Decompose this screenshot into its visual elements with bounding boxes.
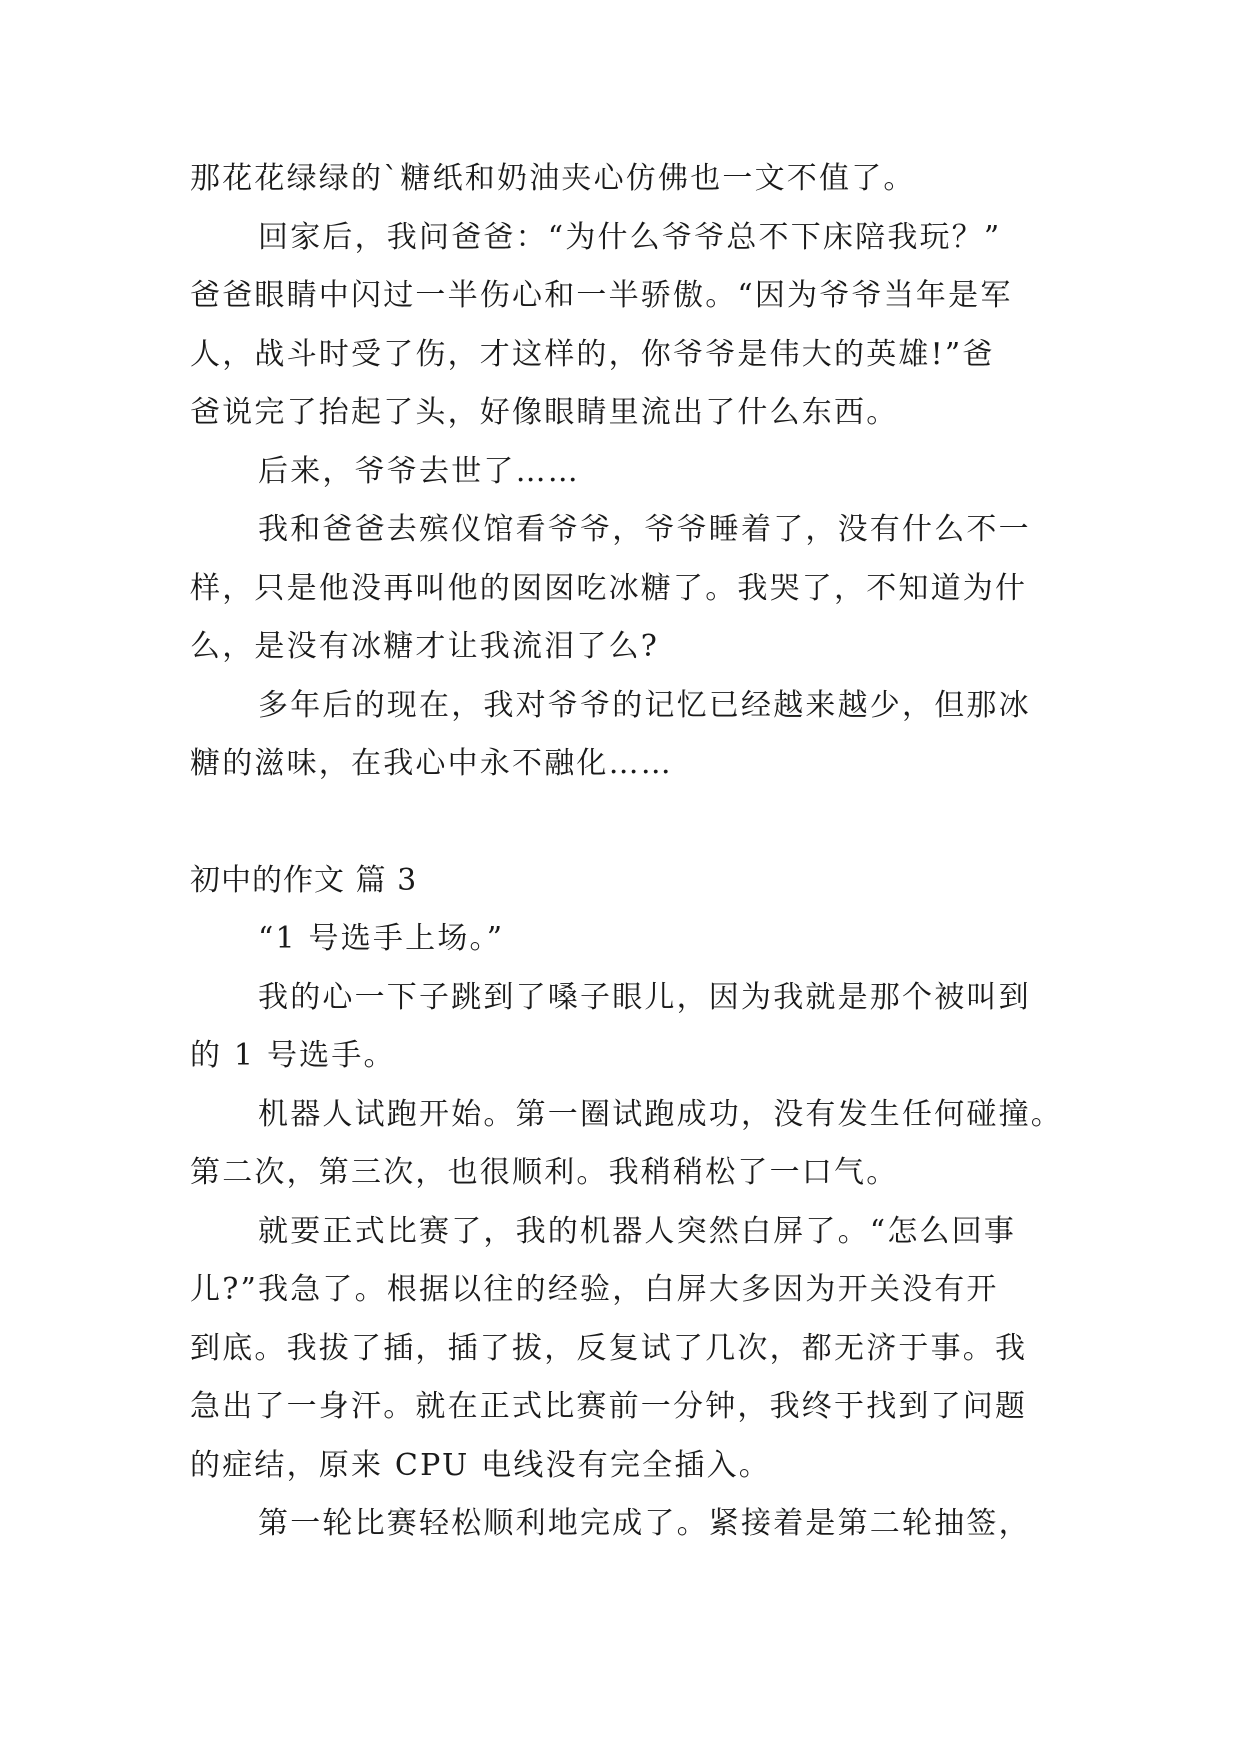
text-line: 的 1 号选手。 bbox=[190, 1038, 396, 1073]
text-line: 样，只是他没再叫他的囡囡吃冰糖了。我哭了，不知道为什 bbox=[190, 570, 1028, 606]
text-line: 糖的滋味，在我心中永不融化…… bbox=[190, 746, 673, 781]
text-line: 第二次，第三次，也很顺利。我稍稍松了一口气。 bbox=[190, 1155, 899, 1190]
paragraph-start: 回家后，我问爸爸：“为什么爷爷总不下床陪我玩？” bbox=[258, 219, 1002, 255]
text-line: 那花花绿绿的`糖纸和奶油夹心仿佛也一文不值了。 bbox=[190, 161, 916, 196]
paragraph-start: 我和爸爸去殡仪馆看爷爷，爷爷睡着了，没有什么不一 bbox=[258, 512, 1031, 547]
text-line: 到底。我拔了插，插了拔，反复试了几次，都无济于事。我 bbox=[190, 1330, 1028, 1366]
paragraph-start: 机器人试跑开始。第一圈试跑成功，没有发生任何碰撞。 bbox=[258, 1096, 1063, 1132]
paragraph-start: 多年后的现在，我对爷爷的记忆已经越来越少，但那冰 bbox=[258, 687, 1031, 723]
paragraph-start: 后来，爷爷去世了…… bbox=[258, 453, 580, 489]
section-gap bbox=[190, 794, 1050, 852]
section-title: 初中的作文 篇 3 bbox=[190, 862, 418, 898]
paragraph-start: 就要正式比赛了，我的机器人突然白屏了。“怎么回事 bbox=[258, 1213, 1017, 1249]
paragraph-start: 第一轮比赛轻松顺利地完成了。紧接着是第二轮抽签， bbox=[258, 1506, 1031, 1541]
text-line: 急出了一身汗。就在正式比赛前一分钟，我终于找到了问题 bbox=[190, 1389, 1028, 1424]
document-page bbox=[190, 150, 1063, 1554]
text-line: 爸爸眼睛中闪过一半伤心和一半骄傲。“因为爷爷当年是军 bbox=[190, 278, 1013, 313]
paragraph-start: “1 号选手上场。” bbox=[258, 921, 505, 956]
text-line: 爸说完了抬起了头，好像眼睛里流出了什么东西。 bbox=[190, 395, 899, 430]
text-line: 么，是没有冰糖才让我流泪了么? bbox=[190, 629, 660, 664]
text-line: 人，战斗时受了伤，才这样的，你爷爷是伟大的英雄!”爸 bbox=[190, 336, 995, 372]
paragraph-start: 我的心一下子跳到了嗓子眼儿，因为我就是那个被叫到 bbox=[258, 979, 1031, 1015]
text-line: 儿?”我急了。根据以往的经验，白屏大多因为开关没有开 bbox=[190, 1272, 999, 1307]
text-line: 的症结，原来 CPU 电线没有完全插入。 bbox=[190, 1447, 771, 1483]
